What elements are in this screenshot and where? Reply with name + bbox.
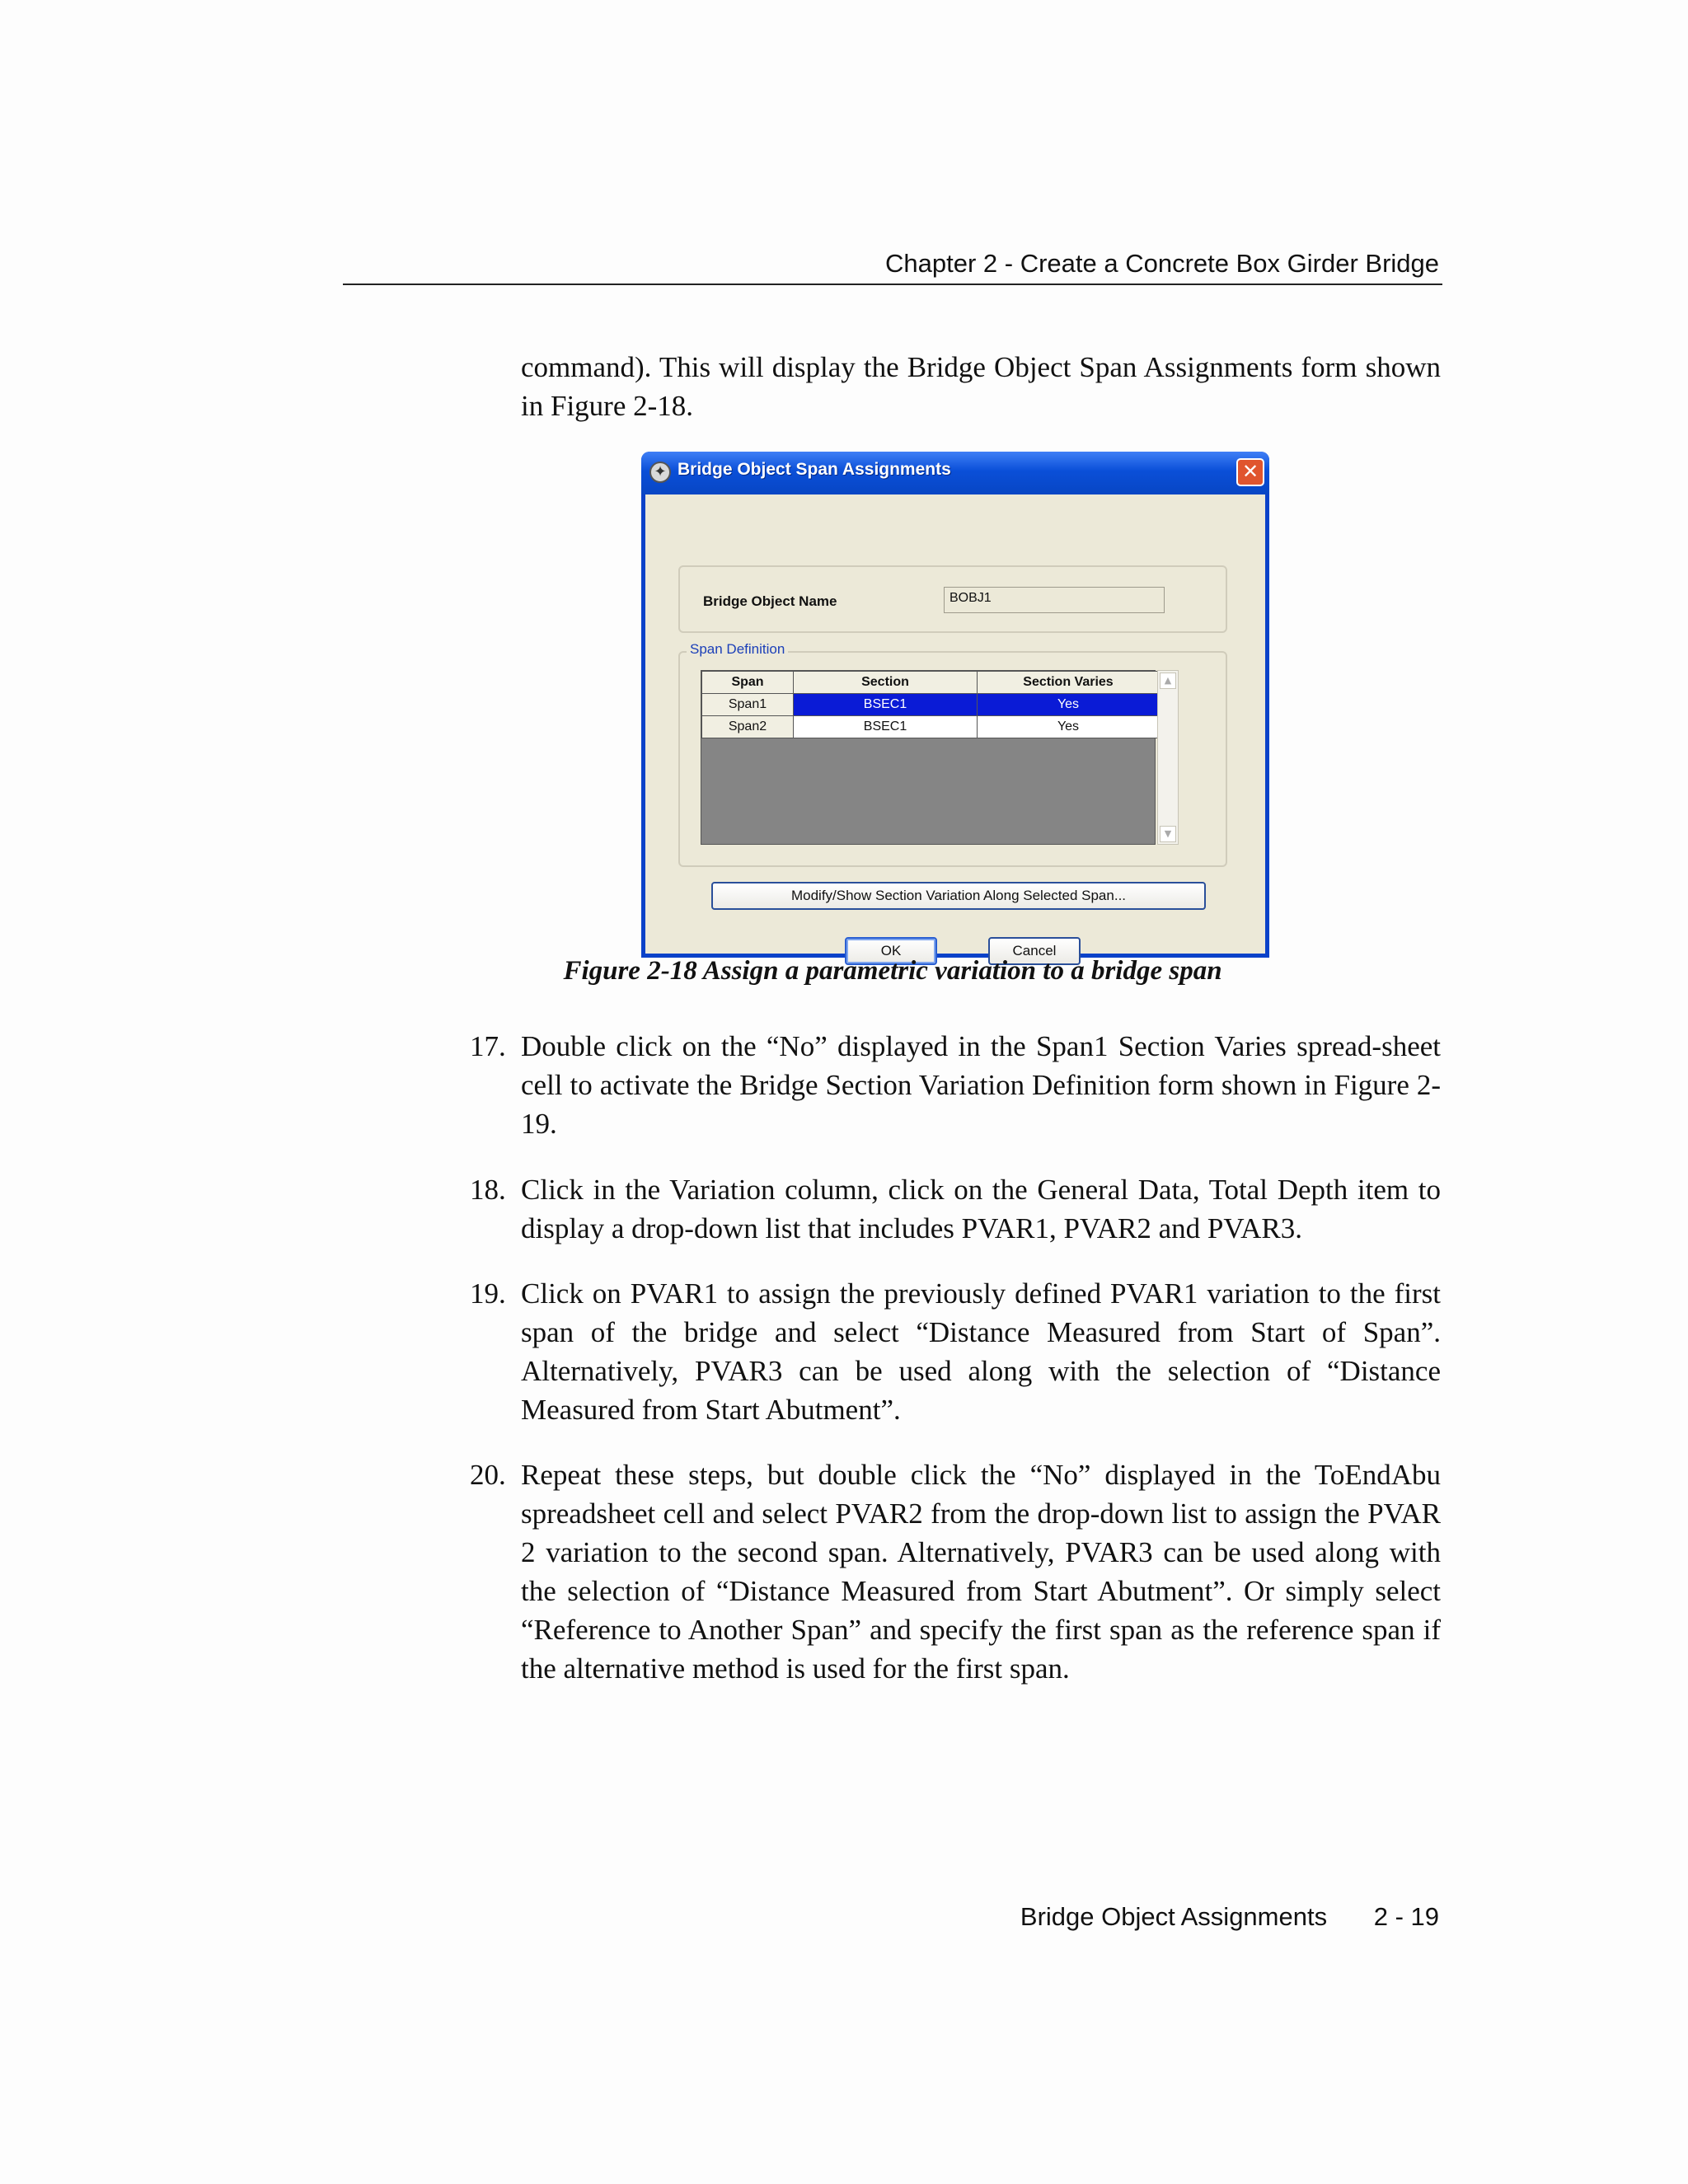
- scroll-down-icon[interactable]: ▼: [1160, 826, 1176, 842]
- vertical-scrollbar[interactable]: [1157, 670, 1179, 845]
- row-header-cell[interactable]: Span1: [702, 694, 794, 716]
- span-assignments-dialog: [641, 452, 1269, 958]
- step-text: Repeat these steps, but double click the “No” displayed in the ToEndAbu spreadsheet cell and select PVAR2 from the drop-down list to assign the PVAR 2 variation to the second span. Alternatively, PVAR3 can be used along with the selection of “Distance Measured from Start Abutment”. Or simply select “Reference to Another Span” and specify the first span as the reference span if the alternative method is used for the first span.: [521, 1459, 1441, 1685]
- app-icon: ✦: [649, 462, 671, 483]
- table-header-row: [702, 672, 1160, 694]
- dialog-title: Bridge Object Span Assignments: [678, 460, 951, 479]
- step-number: 18.: [470, 1174, 506, 1206]
- cancel-button[interactable]: Cancel: [988, 937, 1081, 965]
- step-number: 19.: [470, 1277, 506, 1310]
- column-header-section-varies[interactable]: Section Varies: [978, 672, 1160, 694]
- figure-caption: Figure 2-18 Assign a parametric variation to a bridge span: [563, 956, 1222, 986]
- section-varies-cell[interactable]: Yes: [978, 694, 1160, 716]
- span-definition-label: Span Definition: [687, 641, 788, 658]
- step-number: 20.: [470, 1459, 506, 1491]
- step-text: Double click on the “No” displayed in the Span1 Section Varies spread-sheet cell to activate the Bridge Section Variation Definition form shown in Figure 2-19.: [521, 1030, 1441, 1140]
- span-table: [701, 671, 1160, 738]
- table-row[interactable]: [702, 694, 1160, 716]
- table-row[interactable]: [702, 716, 1160, 738]
- column-header-span[interactable]: Span: [702, 672, 794, 694]
- column-header-section[interactable]: Section: [794, 672, 978, 694]
- dialog-client-area: [645, 494, 1265, 958]
- scroll-up-icon[interactable]: ▲: [1160, 673, 1176, 689]
- step-text: Click in the Variation column, click on the General Data, Total Depth item to display a drop-down list that includes PVAR1, PVAR2 and PVAR3.: [521, 1174, 1441, 1244]
- close-button[interactable]: ✕: [1236, 458, 1264, 486]
- step-text: Click on PVAR1 to assign the previously defined PVAR1 variation to the first span of the bridge and select “Distance Measured from Start of Span”. Alternatively, PVAR3 can be used along with the selection of “Distance Measured from Start Abutment”.: [521, 1277, 1441, 1426]
- dialog-titlebar[interactable]: [641, 452, 1269, 494]
- section-cell[interactable]: BSEC1: [794, 716, 978, 738]
- section-cell[interactable]: BSEC1: [794, 694, 978, 716]
- section-varies-cell[interactable]: Yes: [978, 716, 1160, 738]
- ok-button[interactable]: OK: [845, 937, 937, 965]
- bridge-object-name-label: Bridge Object Name: [703, 593, 837, 609]
- modify-show-variation-button[interactable]: Modify/Show Section Variation Along Selected Span...: [711, 882, 1206, 910]
- page-header: [343, 247, 1442, 285]
- page-number: 2 - 19: [1373, 1902, 1439, 1931]
- bridge-object-name-field[interactable]: BOBJ1: [944, 587, 1165, 613]
- row-header-cell[interactable]: Span2: [702, 716, 794, 738]
- intro-paragraph: command). This will display the Bridge Object Span Assignments form shown in Figure 2-18.: [521, 351, 1441, 422]
- step-number: 17.: [470, 1030, 506, 1062]
- chapter-title: Chapter 2 - Create a Concrete Box Girder Bridge: [885, 249, 1439, 278]
- footer-section-title: Bridge Object Assignments: [1020, 1902, 1328, 1931]
- page-footer: [1020, 1902, 1439, 1932]
